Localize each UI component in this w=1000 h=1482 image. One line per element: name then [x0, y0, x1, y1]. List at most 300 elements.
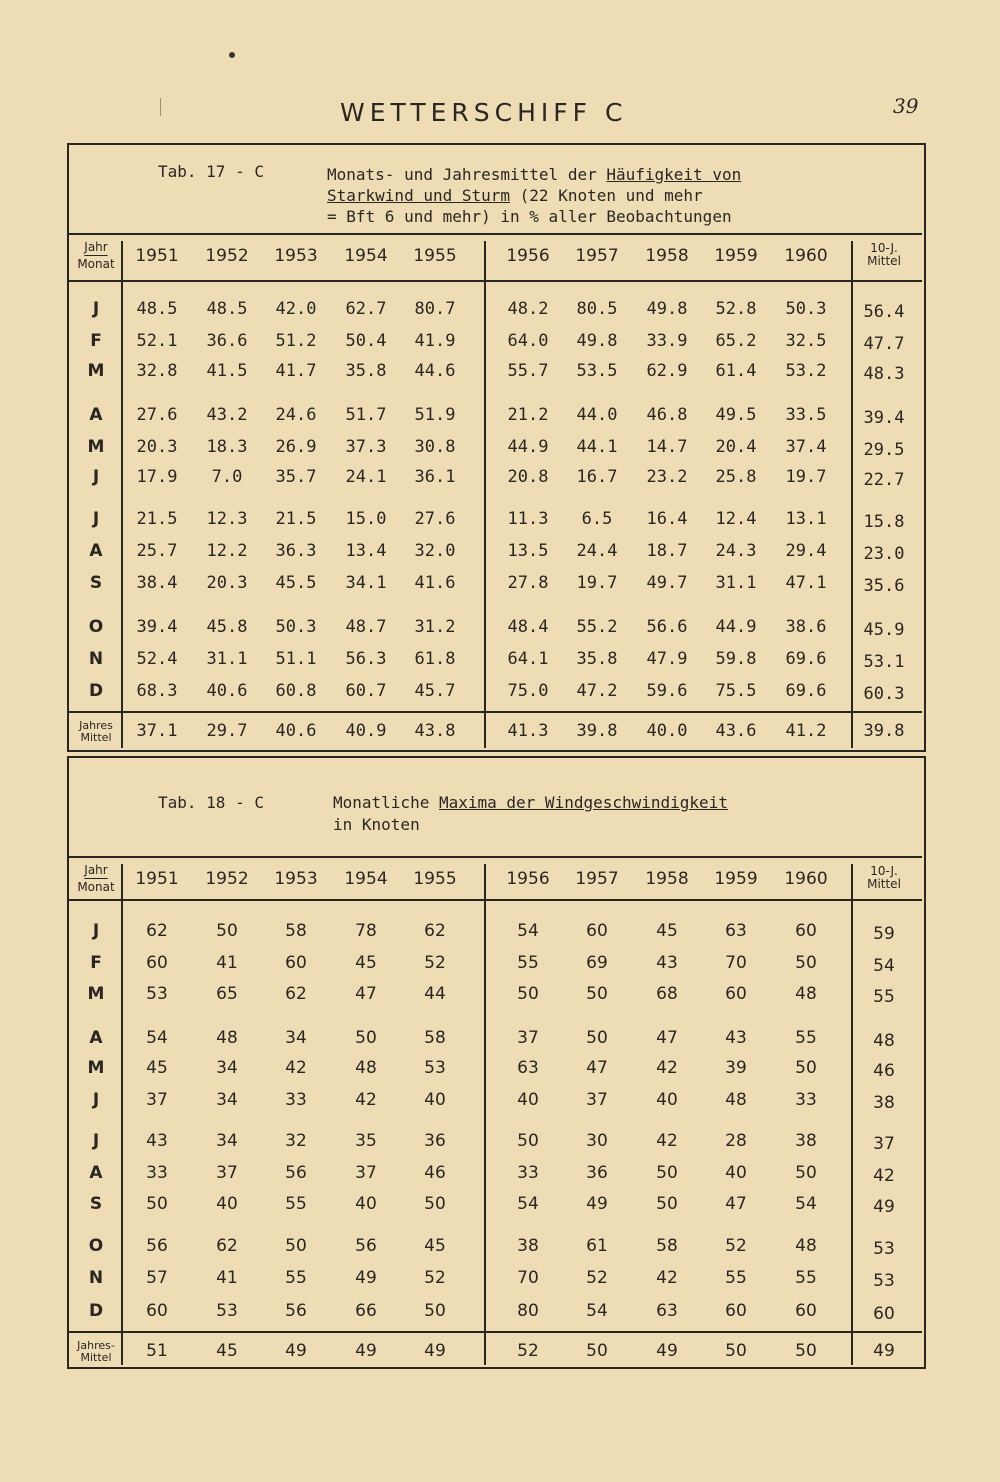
table-cell: 80.5	[576, 299, 618, 319]
table-cell: 52.1	[136, 331, 178, 351]
table-cell: 59	[873, 924, 895, 944]
table-cell: 21.5	[275, 509, 317, 529]
table-cell: 45	[146, 1058, 168, 1078]
table-cell: 62.7	[345, 299, 387, 319]
table-cell: 58	[424, 1028, 446, 1048]
month-label: J	[92, 921, 100, 941]
table-cell: 60	[285, 953, 307, 973]
table-cell: 32	[285, 1131, 307, 1151]
year-header: 1952	[205, 246, 249, 266]
table-cell: 60	[873, 1304, 895, 1324]
table-cell: 55	[285, 1268, 307, 1288]
table-cell: 65.2	[715, 331, 757, 351]
table-cell: 45.5	[275, 573, 317, 593]
year-header: 1952	[205, 869, 249, 889]
table-cell: 37	[873, 1134, 895, 1154]
table-cell: 58	[656, 1236, 678, 1256]
table-cell: 54	[873, 956, 895, 976]
table17-annual-rule	[69, 711, 922, 713]
table-cell: 50	[517, 984, 539, 1004]
annual-cell: 49	[656, 1341, 678, 1361]
table-cell: 55	[795, 1268, 817, 1288]
table-cell: 61	[586, 1236, 608, 1256]
table-cell: 59.6	[646, 681, 688, 701]
table-cell: 36.1	[414, 467, 456, 487]
table-cell: 39.4	[136, 617, 178, 637]
table-cell: 53	[146, 984, 168, 1004]
table-cell: 60.7	[345, 681, 387, 701]
year-header: 1957	[575, 869, 619, 889]
table18-mean-header: 10-J.	[870, 864, 898, 878]
table-cell: 49	[355, 1268, 377, 1288]
table-cell: 48.5	[206, 299, 248, 319]
table-cell: 43	[725, 1028, 747, 1048]
table-cell: 40	[725, 1163, 747, 1183]
table-cell: 31.1	[715, 573, 757, 593]
table-cell: 56.4	[863, 302, 905, 322]
table-cell: 21.2	[507, 405, 549, 425]
table-cell: 35.7	[275, 467, 317, 487]
table-cell: 36	[586, 1163, 608, 1183]
table-cell: 33.9	[646, 331, 688, 351]
table-cell: 20.4	[715, 437, 757, 457]
table-cell: 20.3	[136, 437, 178, 457]
table-cell: 55	[725, 1268, 747, 1288]
table-cell: 54	[586, 1301, 608, 1321]
table-cell: 33	[146, 1163, 168, 1183]
table-cell: 47	[355, 984, 377, 1004]
annual-cell: 40.0	[646, 721, 688, 741]
table-cell: 40.6	[206, 681, 248, 701]
table-cell: 57	[146, 1268, 168, 1288]
table17-annual-label-sub: Mittel	[80, 731, 112, 744]
table-cell: 16.7	[576, 467, 618, 487]
table-cell: 42	[656, 1268, 678, 1288]
annual-cell: 43.8	[414, 721, 456, 741]
year-header: 1953	[274, 246, 318, 266]
table-cell: 17.9	[136, 467, 178, 487]
table-cell: 34.1	[345, 573, 387, 593]
table-cell: 75.5	[715, 681, 757, 701]
table-cell: 54	[517, 1194, 539, 1214]
table-cell: 65	[216, 984, 238, 1004]
table-cell: 32.5	[785, 331, 827, 351]
month-label: S	[89, 1194, 103, 1214]
table-cell: 23.2	[646, 467, 688, 487]
table-cell: 60	[725, 984, 747, 1004]
table-17-caption-line3: = Bft 6 und mehr) in % aller Beobachtungen	[327, 207, 732, 226]
table-cell: 56.3	[345, 649, 387, 669]
table-cell: 60	[586, 921, 608, 941]
table-cell: 50	[656, 1163, 678, 1183]
table-cell: 64.1	[507, 649, 549, 669]
annual-cell: 39.8	[863, 721, 905, 741]
table17-label-divider	[121, 241, 123, 748]
table-cell: 39.4	[863, 408, 905, 428]
table-cell: 36.6	[206, 331, 248, 351]
table-cell: 44	[424, 984, 446, 1004]
table-cell: 50	[355, 1028, 377, 1048]
table-cell: 26.9	[275, 437, 317, 457]
table-cell: 51.2	[275, 331, 317, 351]
table-cell: 61.4	[715, 361, 757, 381]
table-cell: 47.7	[863, 334, 905, 354]
month-label: M	[87, 437, 105, 457]
annual-cell: 40.6	[275, 721, 317, 741]
table-cell: 55.7	[507, 361, 549, 381]
year-header: 1960	[784, 246, 828, 266]
table-cell: 24.6	[275, 405, 317, 425]
month-label: O	[88, 617, 104, 637]
table-cell: 25.8	[715, 467, 757, 487]
month-label: S	[89, 573, 103, 593]
margin-mark	[160, 98, 161, 116]
table-cell: 11.3	[507, 509, 549, 529]
table-cell: 40	[355, 1194, 377, 1214]
page-title: WETTERSCHIFF C	[340, 98, 628, 127]
table-cell: 55.2	[576, 617, 618, 637]
month-label: J	[92, 1090, 100, 1110]
table-cell: 37	[517, 1028, 539, 1048]
month-label: A	[89, 541, 103, 561]
table18-mean-divider	[851, 864, 853, 1365]
table-cell: 48	[216, 1028, 238, 1048]
table-cell: 66	[355, 1301, 377, 1321]
table-cell: 50	[795, 953, 817, 973]
table-cell: 47.1	[785, 573, 827, 593]
table-cell: 30	[586, 1131, 608, 1151]
table-cell: 47.9	[646, 649, 688, 669]
table-cell: 53	[216, 1301, 238, 1321]
table-cell: 36.3	[275, 541, 317, 561]
month-label: A	[89, 1028, 103, 1048]
table-cell: 15.0	[345, 509, 387, 529]
table-cell: 47	[586, 1058, 608, 1078]
table-cell: 44.6	[414, 361, 456, 381]
table-cell: 49.8	[576, 331, 618, 351]
table-cell: 24.4	[576, 541, 618, 561]
table-cell: 60	[795, 921, 817, 941]
table17-corner-year: Jahr	[84, 240, 108, 254]
table-cell: 44.9	[715, 617, 757, 637]
table-cell: 53.1	[863, 652, 905, 672]
table-cell: 49	[586, 1194, 608, 1214]
table18-corner-month: Monat	[77, 880, 115, 894]
table-cell: 12.3	[206, 509, 248, 529]
table-cell: 33	[285, 1090, 307, 1110]
table-cell: 50	[586, 1028, 608, 1048]
table-cell: 18.3	[206, 437, 248, 457]
table17-annual-label: Jahres	[79, 719, 113, 732]
annual-cell: 41.3	[507, 721, 549, 741]
table-cell: 31.2	[414, 617, 456, 637]
table-cell: 60	[146, 953, 168, 973]
table-cell: 54	[517, 921, 539, 941]
table-cell: 48.7	[345, 617, 387, 637]
month-label: F	[90, 953, 102, 973]
table-cell: 43	[146, 1131, 168, 1151]
table-cell: 52	[586, 1268, 608, 1288]
table-cell: 51.7	[345, 405, 387, 425]
table17-header-rule-bottom	[69, 280, 922, 282]
table-cell: 56.6	[646, 617, 688, 637]
annual-cell: 41.2	[785, 721, 827, 741]
table-cell: 44.0	[576, 405, 618, 425]
month-label: N	[88, 1268, 104, 1288]
table-cell: 49	[873, 1197, 895, 1217]
table-cell: 42	[285, 1058, 307, 1078]
year-header: 1960	[784, 869, 828, 889]
table17-decade-divider	[484, 241, 486, 748]
table-cell: 60.3	[863, 684, 905, 704]
table-cell: 50.3	[275, 617, 317, 637]
table-cell: 40	[424, 1090, 446, 1110]
table-cell: 50	[656, 1194, 678, 1214]
month-label: J	[92, 299, 100, 319]
table-cell: 35.8	[576, 649, 618, 669]
table-cell: 78	[355, 921, 377, 941]
table-cell: 15.8	[863, 512, 905, 532]
table-cell: 41.7	[275, 361, 317, 381]
table-cell: 69.6	[785, 681, 827, 701]
table-17-label: Tab. 17 - C	[158, 162, 264, 181]
year-header: 1955	[413, 869, 457, 889]
month-label: M	[87, 361, 105, 381]
year-header: 1956	[506, 246, 550, 266]
table-cell: 12.4	[715, 509, 757, 529]
table-cell: 27.6	[414, 509, 456, 529]
table-cell: 61.8	[414, 649, 456, 669]
table-cell: 19.7	[785, 467, 827, 487]
table-cell: 40	[517, 1090, 539, 1110]
table-cell: 41	[216, 1268, 238, 1288]
table-cell: 50	[146, 1194, 168, 1214]
table-cell: 56	[285, 1163, 307, 1183]
table-cell: 33	[517, 1163, 539, 1183]
table-cell: 33	[795, 1090, 817, 1110]
table-cell: 23.0	[863, 544, 905, 564]
table-cell: 31.1	[206, 649, 248, 669]
table-cell: 35.6	[863, 576, 905, 596]
table-cell: 54	[146, 1028, 168, 1048]
table-cell: 41	[216, 953, 238, 973]
table-cell: 53	[873, 1271, 895, 1291]
annual-cell: 49	[355, 1341, 377, 1361]
table-cell: 24.1	[345, 467, 387, 487]
table-cell: 53	[424, 1058, 446, 1078]
annual-cell: 51	[146, 1341, 168, 1361]
table-cell: 38	[795, 1131, 817, 1151]
table-cell: 55	[517, 953, 539, 973]
year-header: 1958	[645, 869, 689, 889]
table-cell: 33.5	[785, 405, 827, 425]
table-cell: 60	[725, 1301, 747, 1321]
table-cell: 37	[146, 1090, 168, 1110]
table-cell: 47.2	[576, 681, 618, 701]
table-cell: 49.5	[715, 405, 757, 425]
annual-cell: 50	[795, 1341, 817, 1361]
table18-annual-rule	[69, 1331, 922, 1333]
table-cell: 7.0	[211, 467, 243, 487]
table-cell: 32.0	[414, 541, 456, 561]
table-cell: 55	[873, 987, 895, 1007]
table-cell: 46	[873, 1061, 895, 1081]
table-cell: 14.7	[646, 437, 688, 457]
table17-mean-header: 10-J.	[870, 241, 898, 255]
table-cell: 45	[424, 1236, 446, 1256]
table-cell: 44.1	[576, 437, 618, 457]
table-18-caption-line2: in Knoten	[333, 815, 420, 834]
table-cell: 37	[216, 1163, 238, 1183]
table-cell: 27.6	[136, 405, 178, 425]
table-cell: 48.3	[863, 364, 905, 384]
table17-mean-header-sub: Mittel	[867, 254, 901, 268]
year-header: 1957	[575, 246, 619, 266]
table-cell: 47	[656, 1028, 678, 1048]
table-cell: 34	[216, 1058, 238, 1078]
table-cell: 38.4	[136, 573, 178, 593]
table-cell: 41.5	[206, 361, 248, 381]
year-header: 1956	[506, 869, 550, 889]
table-cell: 6.5	[581, 509, 613, 529]
month-label: D	[88, 1301, 104, 1321]
table-cell: 53.5	[576, 361, 618, 381]
table-17-caption-line2: Starkwind und Sturm (22 Knoten und mehr	[327, 186, 703, 205]
month-label: F	[90, 331, 102, 351]
table-cell: 48	[873, 1031, 895, 1051]
table-cell: 60.8	[275, 681, 317, 701]
table-cell: 30.8	[414, 437, 456, 457]
table18-annual-label: Jahres-	[77, 1339, 115, 1352]
table-cell: 48.2	[507, 299, 549, 319]
table-cell: 63	[656, 1301, 678, 1321]
annual-cell: 39.8	[576, 721, 618, 741]
page-number: 39	[893, 94, 919, 118]
month-label: D	[88, 681, 104, 701]
table-cell: 29.4	[785, 541, 827, 561]
table17-corner-month: Monat	[77, 257, 115, 271]
table-cell: 34	[285, 1028, 307, 1048]
table-cell: 70	[517, 1268, 539, 1288]
table-cell: 69.6	[785, 649, 827, 669]
table-cell: 63	[517, 1058, 539, 1078]
table-cell: 12.2	[206, 541, 248, 561]
table-18-label: Tab. 18 - C	[158, 793, 264, 812]
table-cell: 38.6	[785, 617, 827, 637]
table18-corner-year: Jahr	[84, 863, 108, 877]
table-cell: 50	[424, 1194, 446, 1214]
table-cell: 70	[725, 953, 747, 973]
table-cell: 60	[146, 1301, 168, 1321]
table-cell: 52	[424, 1268, 446, 1288]
table-cell: 63	[725, 921, 747, 941]
table-cell: 34	[216, 1090, 238, 1110]
table-cell: 20.3	[206, 573, 248, 593]
table-cell: 25.7	[136, 541, 178, 561]
annual-cell: 40.9	[345, 721, 387, 741]
table-cell: 56	[285, 1301, 307, 1321]
table-cell: 39	[725, 1058, 747, 1078]
table-cell: 52	[725, 1236, 747, 1256]
annual-cell: 29.7	[206, 721, 248, 741]
table-cell: 41.6	[414, 573, 456, 593]
table18-header-rule-bottom	[69, 899, 922, 901]
table-cell: 62	[216, 1236, 238, 1256]
annual-cell: 49	[285, 1341, 307, 1361]
table-cell: 35.8	[345, 361, 387, 381]
table17-header-rule-top	[69, 233, 922, 235]
table-cell: 19.7	[576, 573, 618, 593]
table-cell: 50	[424, 1301, 446, 1321]
month-label: O	[88, 1236, 104, 1256]
month-label: M	[87, 1058, 105, 1078]
table-cell: 38	[517, 1236, 539, 1256]
year-header: 1953	[274, 869, 318, 889]
month-label: J	[92, 1131, 100, 1151]
table-cell: 35	[355, 1131, 377, 1151]
table-cell: 47	[725, 1194, 747, 1214]
table-cell: 58	[285, 921, 307, 941]
table-cell: 42	[355, 1090, 377, 1110]
table-cell: 32.8	[136, 361, 178, 381]
table-cell: 45.7	[414, 681, 456, 701]
table-cell: 13.1	[785, 509, 827, 529]
annual-cell: 50	[725, 1341, 747, 1361]
table18-mean-header-sub: Mittel	[867, 877, 901, 891]
table-cell: 53.2	[785, 361, 827, 381]
table-cell: 37	[586, 1090, 608, 1110]
table-cell: 13.4	[345, 541, 387, 561]
table-cell: 45	[656, 921, 678, 941]
table-cell: 53	[873, 1239, 895, 1259]
table-cell: 50.3	[785, 299, 827, 319]
table-cell: 68.3	[136, 681, 178, 701]
table-cell: 50	[795, 1163, 817, 1183]
month-label: N	[88, 649, 104, 669]
table-cell: 22.7	[863, 470, 905, 490]
table-cell: 37.4	[785, 437, 827, 457]
table-cell: 52	[424, 953, 446, 973]
table-cell: 59.8	[715, 649, 757, 669]
table-cell: 49.7	[646, 573, 688, 593]
annual-cell: 43.6	[715, 721, 757, 741]
year-header: 1951	[135, 246, 179, 266]
table-cell: 56	[355, 1236, 377, 1256]
table-cell: 43.2	[206, 405, 248, 425]
table-cell: 46	[424, 1163, 446, 1183]
table-cell: 50	[795, 1058, 817, 1078]
month-label: J	[92, 467, 100, 487]
year-header: 1959	[714, 869, 758, 889]
annual-cell: 52	[517, 1341, 539, 1361]
table-cell: 51.1	[275, 649, 317, 669]
table-cell: 52.8	[715, 299, 757, 319]
table-cell: 62	[146, 921, 168, 941]
year-header: 1954	[344, 869, 388, 889]
table-cell: 49.8	[646, 299, 688, 319]
table-cell: 42.0	[275, 299, 317, 319]
annual-cell: 49	[873, 1341, 895, 1361]
table-cell: 48	[795, 984, 817, 1004]
table-cell: 80.7	[414, 299, 456, 319]
table-cell: 50	[517, 1131, 539, 1151]
table-cell: 48	[725, 1090, 747, 1110]
table-cell: 50.4	[345, 331, 387, 351]
table-cell: 38	[873, 1093, 895, 1113]
table-cell: 60	[795, 1301, 817, 1321]
table-cell: 45.8	[206, 617, 248, 637]
table-cell: 42	[873, 1166, 895, 1186]
